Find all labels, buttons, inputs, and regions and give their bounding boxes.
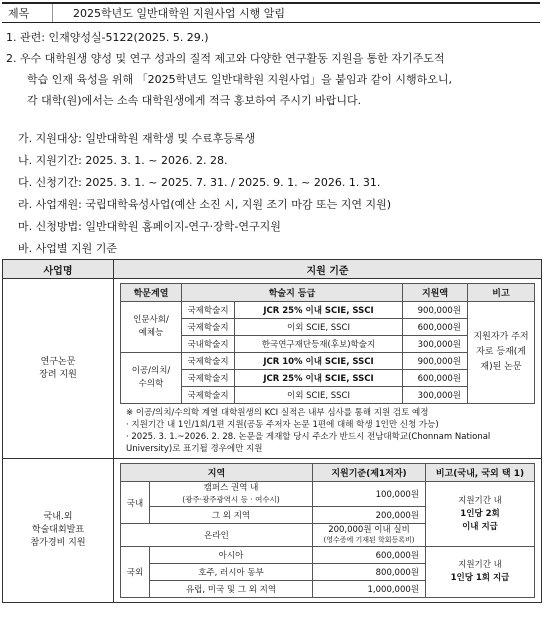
list-item-criteria: 바. 사업별 지원 기준	[18, 242, 117, 255]
paper-notes: ※ 이공/의치/수의학 계열 대학원생의 KCI 실적은 내부 심사를 통해 지원 검토 예정 · 지원기간 내 1인/1회/1편 지원(공동 주저자 논문 1편에 대해 학생 1인만 신청 가능) · 2025. 3. 1.~2026. 2. 28. 논문을 게재할 당시 주소가 반드시 전남대학교(Chonnam National University)로 표기될 경우에만 지원	[126, 408, 491, 454]
document-title: 2025학년도 일반대학원 지원사업 시행 알림	[73, 7, 285, 20]
field-science: 이공/의치/ 수의학	[121, 353, 182, 404]
domestic-remark: 지원기간 내 1인당 2회 이내 지급	[426, 482, 535, 547]
field-humanities: 인문사회/ 예체능	[121, 302, 182, 353]
list-item-funding: 라. 사업재원: 국립대학육성사업(예산 소진 시, 지원 조기 마감 또는 지연 지원)	[18, 198, 392, 211]
purpose-line-3: 각 대학(원)에서는 소속 대학원생에게 적극 홍보하여 주시기 바랍니다.	[27, 94, 362, 107]
list-item-apply-period: 다. 신청기간: 2025. 3. 1. ~ 2025. 7. 31. / 2025. 9. 1. ~ 2026. 1. 31.	[18, 176, 381, 189]
program-paper: 연구논문 장려 지원	[3, 279, 114, 459]
purpose-line-1: 2. 우수 대학원생 양성 및 연구 성과의 질적 제고와 다양한 연구활동 지원을 통한 자기주도적	[6, 52, 445, 65]
list-item-target: 가. 지원대상: 일반대학원 재학생 및 수료후등록생	[18, 132, 256, 145]
paper-remark: 지원자가 주저자로 등재(게재)된 논문	[468, 302, 535, 404]
list-item-period: 나. 지원기간: 2025. 3. 1. ~ 2026. 2. 28.	[18, 154, 228, 167]
overseas-remark: 지원기간 내 1인당 1회 지급	[426, 547, 535, 598]
related-line: 1. 관련: 인재양성실-5122(2025. 5. 29.)	[6, 31, 209, 44]
criteria-table	[2, 259, 542, 603]
list-item-method: 마. 신청방법: 일반대학원 홈페이지-연구·장학-연구지원	[18, 220, 281, 233]
purpose-line-2: 학습 인재 육성을 위해 「2025학년도 일반대학원 지원사업」을 붙임과 같이 시행하오니,	[27, 73, 452, 86]
conference-table: 지역 지원기준(제1저자) 비고(국내, 국외 택 1) 국내 캠퍼스 권역 내 (광주·광주광역시 등 · 여수시) 100,000원 지원기간 내 1인당 2회 이내 지급 그 외 지역 200,000원 온라인 200,000원 이내 실비 (영수증에 기재된 학회등록비) 국외 아시아 600,000원 지원기간 내 1인당 1회 지급 호주, 러시아 동부 800,000원 유럽, 미국 및 그 외 지역 1,000,000원	[120, 463, 535, 598]
program-conference: 국내.외 학술대회발표 참가경비 지원	[3, 459, 114, 603]
title-label: 제목	[2, 4, 53, 22]
paper-table: 학문계열 학술지 등급 지원액 비고 인문사회/ 예체능 국제학술지 JCR 25% 이내 SCIE, SSCI 900,000원 지원자가 주저자로 등재(게재)된 논문 국제학술지 이외 SCIE, SSCI 600,000원 국내학술지 한국연구재단등재(후보)학술지 300,000원 이공/의치/ 수의학 국제학술지 JCR 10% 이내 SCIE, SSCI 900,000원 국제학술지 JCR 25% 이내 SCIE, SSCI 600,000원 국제학술지 이외 SCIE, SSCI 300,000원	[120, 283, 535, 404]
title-bar	[2, 2, 540, 23]
col-program: 사업명	[3, 260, 114, 279]
col-criteria: 지원 기준	[114, 260, 542, 279]
